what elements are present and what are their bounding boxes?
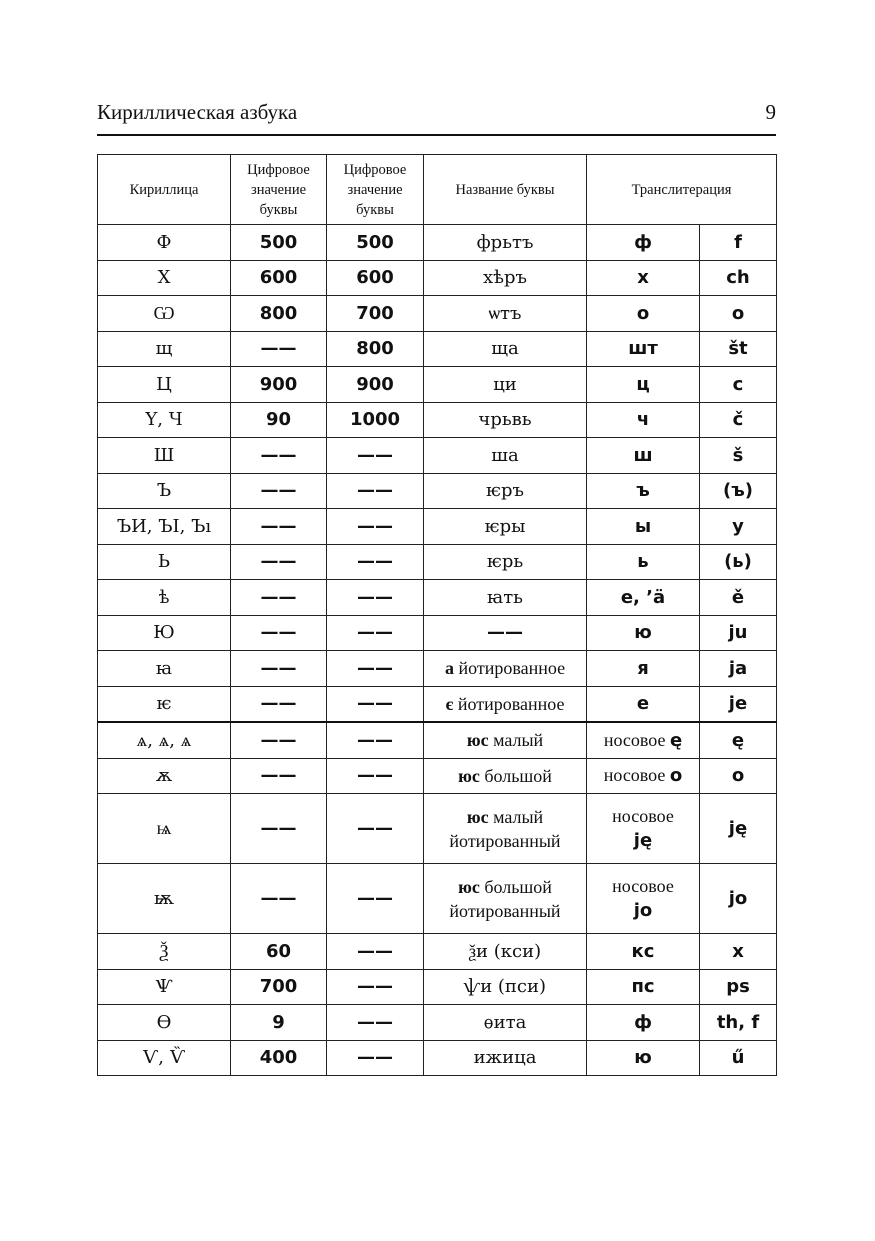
- cell-name: хѣръ: [424, 260, 587, 296]
- cell-value-2: ——: [327, 509, 424, 545]
- cell-value-1: 900: [231, 367, 327, 403]
- cell-value-1: ——: [231, 686, 327, 722]
- cell-translit-cyrillic: [587, 794, 700, 864]
- cell-value-2: 900: [327, 367, 424, 403]
- cell-value-2: ——: [327, 580, 424, 616]
- table-row: [98, 864, 777, 934]
- col-header-value-2: Цифровое значение буквы: [327, 155, 424, 225]
- cell-translit-latin: št: [700, 331, 777, 367]
- cell-translit-cyrillic: я: [587, 651, 700, 687]
- cell-name: [424, 758, 587, 794]
- cell-translit-cyrillic: е, ’ä: [587, 580, 700, 616]
- table-row: [98, 509, 777, 545]
- cell-value-2: ——: [327, 1040, 424, 1076]
- cell-translit-cyrillic: ю: [587, 1040, 700, 1076]
- cell-name: ша: [424, 438, 587, 474]
- cell-value-1: 90: [231, 402, 327, 438]
- cell-value-1: ——: [231, 615, 327, 651]
- cell-value-1: 500: [231, 225, 327, 261]
- nasal-prefix: носовое: [603, 765, 670, 786]
- cell-translit-latin: je: [700, 686, 777, 722]
- nasal-letter: ję: [633, 830, 653, 851]
- cell-glyph: Ѯ: [98, 934, 231, 970]
- cell-value-1: 700: [231, 969, 327, 1005]
- cell-glyph: Ю: [98, 615, 231, 651]
- cell-translit-cyrillic: ь: [587, 544, 700, 580]
- cell-translit-cyrillic: кс: [587, 934, 700, 970]
- table-row: [98, 969, 777, 1005]
- cell-glyph: Ѳ: [98, 1005, 231, 1041]
- cell-value-2: 800: [327, 331, 424, 367]
- table-row: [98, 260, 777, 296]
- cell-name: [424, 794, 587, 864]
- col-header-name: Название буквы: [424, 155, 587, 225]
- cell-translit-latin: jo: [700, 864, 777, 934]
- cell-translit-cyrillic: ю: [587, 615, 700, 651]
- cell-value-2: ——: [327, 934, 424, 970]
- cell-value-2: ——: [327, 438, 424, 474]
- cell-glyph: Ц: [98, 367, 231, 403]
- cell-translit-latin: c: [700, 367, 777, 403]
- cell-translit-latin: ű: [700, 1040, 777, 1076]
- table-row: [98, 473, 777, 509]
- cell-value-1: ——: [231, 864, 327, 934]
- page-title: Кириллическая азбука: [97, 100, 298, 124]
- table-row: [98, 651, 777, 687]
- nasal-letter: o: [669, 765, 683, 787]
- table-row: [98, 686, 777, 722]
- name-yus: юс: [458, 765, 480, 786]
- cell-value-1: ——: [231, 651, 327, 687]
- cell-translit-latin: o: [700, 296, 777, 332]
- name-text: йотированное: [453, 693, 565, 714]
- page-header: [97, 98, 776, 136]
- table-row: [98, 367, 777, 403]
- cyrillic-alphabet-table: [97, 154, 777, 1076]
- cell-translit-latin: y: [700, 509, 777, 545]
- name-text-line2: йотированный: [449, 830, 561, 851]
- cell-value-2: ——: [327, 544, 424, 580]
- cell-value-1: ——: [231, 473, 327, 509]
- table-row: [98, 794, 777, 864]
- cell-name: ща: [424, 331, 587, 367]
- cell-name: ꙗть: [424, 580, 587, 616]
- cell-value-1: ——: [231, 722, 327, 758]
- table-row: [98, 615, 777, 651]
- nasal-letter: jo: [633, 900, 653, 921]
- name-text: малый: [488, 730, 544, 751]
- name-letter: а: [444, 658, 454, 679]
- cell-value-2: ——: [327, 1005, 424, 1041]
- cell-value-2: ——: [327, 969, 424, 1005]
- cell-name: [424, 686, 587, 722]
- cell-glyph: ѩ: [98, 794, 231, 864]
- cell-value-1: 800: [231, 296, 327, 332]
- name-text: йотированное: [453, 658, 566, 679]
- cell-value-2: ——: [327, 651, 424, 687]
- name-yus: юс: [458, 876, 480, 897]
- cell-value-1: 600: [231, 260, 327, 296]
- cell-glyph: Ѡ: [98, 296, 231, 332]
- cell-value-1: 60: [231, 934, 327, 970]
- cell-translit-latin: ja: [700, 651, 777, 687]
- nasal-prefix: носовое: [612, 806, 674, 826]
- table-row: [98, 1040, 777, 1076]
- name-yus: юс: [466, 806, 489, 827]
- cell-name: фрьтъ: [424, 225, 587, 261]
- cell-value-2: ——: [327, 794, 424, 864]
- cell-translit-cyrillic: ч: [587, 402, 700, 438]
- table-row: [98, 544, 777, 580]
- cell-glyph: ѫ: [98, 758, 231, 794]
- cell-glyph: ѭ: [98, 864, 231, 934]
- cell-translit-latin: ě: [700, 580, 777, 616]
- name-text: малый: [488, 806, 544, 827]
- cell-translit-cyrillic: ф: [587, 1005, 700, 1041]
- table-row: [98, 331, 777, 367]
- cell-name: ижица: [424, 1040, 587, 1076]
- cell-value-1: ——: [231, 331, 327, 367]
- cell-name: ци: [424, 367, 587, 403]
- cell-name: [424, 722, 587, 758]
- cell-translit-latin: o: [700, 758, 777, 794]
- cell-value-1: 9: [231, 1005, 327, 1041]
- table-row: [98, 934, 777, 970]
- cell-translit-cyrillic: шт: [587, 331, 700, 367]
- table-header-row: [98, 155, 777, 225]
- cell-value-2: 700: [327, 296, 424, 332]
- cell-translit-cyrillic: ъ: [587, 473, 700, 509]
- cell-translit-cyrillic: ф: [587, 225, 700, 261]
- cell-name: ѳита: [424, 1005, 587, 1041]
- col-header-value-1: Цифровое значение буквы: [231, 155, 327, 225]
- nasal-letter: ę: [669, 729, 683, 751]
- cell-translit-cyrillic: ы: [587, 509, 700, 545]
- cell-name: [424, 864, 587, 934]
- cell-name: ѥрь: [424, 544, 587, 580]
- cell-value-1: ——: [231, 544, 327, 580]
- cell-glyph: Ѱ: [98, 969, 231, 1005]
- cell-glyph: ꙗ: [98, 651, 231, 687]
- cell-value-1: 400: [231, 1040, 327, 1076]
- cell-name: ѱи (пси): [424, 969, 587, 1005]
- table-row: [98, 1005, 777, 1041]
- cell-name: [424, 651, 587, 687]
- name-text: большой: [479, 876, 552, 897]
- cell-translit-cyrillic: [587, 722, 700, 758]
- cell-value-2: ——: [327, 758, 424, 794]
- cell-translit-latin: (ь): [700, 544, 777, 580]
- table-row: [98, 438, 777, 474]
- table-row: [98, 402, 777, 438]
- cell-value-2: ——: [327, 864, 424, 934]
- cell-value-1: ——: [231, 580, 327, 616]
- page-number: 9: [765, 100, 776, 124]
- table-row: [98, 580, 777, 616]
- cell-name: ѯи (кси): [424, 934, 587, 970]
- cell-value-2: 1000: [327, 402, 424, 438]
- cell-glyph: Ү, Ч: [98, 402, 231, 438]
- cell-value-2: ——: [327, 473, 424, 509]
- cell-translit-latin: ę: [700, 722, 777, 758]
- cell-name: ѡтъ: [424, 296, 587, 332]
- cell-glyph: ЪИ, ЪІ, Ъı: [98, 509, 231, 545]
- cell-value-2: ——: [327, 722, 424, 758]
- cell-translit-latin: č: [700, 402, 777, 438]
- cell-name: ѥръ: [424, 473, 587, 509]
- cell-glyph: Ф: [98, 225, 231, 261]
- cell-glyph: ѧ, ѧ, ѧ: [98, 722, 231, 758]
- cell-translit-cyrillic: пс: [587, 969, 700, 1005]
- cell-value-2: 500: [327, 225, 424, 261]
- cell-name: чрьвь: [424, 402, 587, 438]
- cell-value-2: ——: [327, 615, 424, 651]
- table-row: [98, 296, 777, 332]
- cell-value-2: ——: [327, 686, 424, 722]
- cell-name: ѥры: [424, 509, 587, 545]
- cell-glyph: ѥ: [98, 686, 231, 722]
- cell-translit-cyrillic: х: [587, 260, 700, 296]
- cell-translit-latin: ps: [700, 969, 777, 1005]
- cell-value-1: ——: [231, 758, 327, 794]
- nasal-prefix: носовое: [603, 729, 670, 750]
- cell-translit-cyrillic: е: [587, 686, 700, 722]
- cell-value-1: ——: [231, 438, 327, 474]
- cell-translit-latin: f: [700, 225, 777, 261]
- cell-glyph: Ѵ, Ѷ: [98, 1040, 231, 1076]
- cell-translit-cyrillic: ц: [587, 367, 700, 403]
- cell-glyph: Ш: [98, 438, 231, 474]
- cell-translit-latin: ję: [700, 794, 777, 864]
- cell-name: ——: [424, 615, 587, 651]
- nasal-prefix: носовое: [612, 876, 674, 896]
- cell-translit-latin: th, f: [700, 1005, 777, 1041]
- table-row: [98, 722, 777, 758]
- cell-translit-cyrillic: о: [587, 296, 700, 332]
- col-header-transliteration: Транслитерация: [587, 155, 777, 225]
- cell-translit-latin: š: [700, 438, 777, 474]
- cell-translit-latin: (ъ): [700, 473, 777, 509]
- col-header-cyrillic: Кириллица: [98, 155, 231, 225]
- name-letter: є: [445, 693, 454, 714]
- cell-value-1: ——: [231, 509, 327, 545]
- cell-glyph: ѣ: [98, 580, 231, 616]
- cell-glyph: Ь: [98, 544, 231, 580]
- cell-translit-latin: ju: [700, 615, 777, 651]
- cell-translit-cyrillic: [587, 864, 700, 934]
- cell-translit-cyrillic: ш: [587, 438, 700, 474]
- cell-glyph: щ: [98, 331, 231, 367]
- table-row: [98, 758, 777, 794]
- cell-translit-cyrillic: [587, 758, 700, 794]
- cell-value-1: ——: [231, 794, 327, 864]
- name-yus: юс: [466, 730, 489, 751]
- cell-translit-latin: x: [700, 934, 777, 970]
- name-text: большой: [479, 765, 552, 786]
- table-row: [98, 225, 777, 261]
- cell-value-2: 600: [327, 260, 424, 296]
- cell-glyph: Х: [98, 260, 231, 296]
- name-text-line2: йотированный: [449, 900, 561, 921]
- cell-glyph: Ъ: [98, 473, 231, 509]
- cell-translit-latin: ch: [700, 260, 777, 296]
